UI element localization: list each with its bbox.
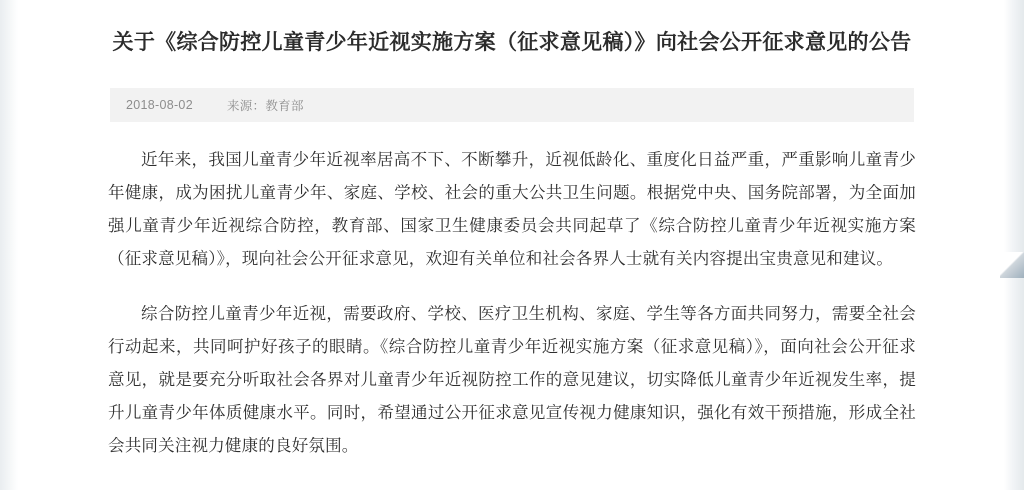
page-title: 关于《综合防控儿童青少年近视实施方案（征求意见稿）》向社会公开征求意见的公告 [112,31,912,54]
article-source: 来源：教育部 [226,99,304,113]
publish-date: 2018-08-02 [126,98,193,112]
article-body [108,122,916,463]
article-meta-bar [110,88,914,122]
article-paragraph: 近年来，我国儿童青少年近视率居高不下、不断攀升，近视低龄化、重度化日益严重，严重影响儿童青少年健康，成为困扰儿童青少年、家庭、学校、社会的重大公共卫生问题。根据党中央、国务院部署，为全面加强儿童青少年近视综合防控，教育部、国家卫生健康委员会共同起草了《综合防控儿童青少年近视实施方案（征求意见稿）》，现向社会公开征求意见，欢迎有关单位和社会各界人士就有关内容提出宝贵意见和建议。 [108,151,916,268]
article-paragraph: 综合防控儿童青少年近视，需要政府、学校、医疗卫生机构、家庭、学生等各方面共同努力，需要全社会行动起来，共同呵护好孩子的眼睛。《综合防控儿童青少年近视实施方案（征求意见稿）》，面向社会公开征求意见，就是要充分听取社会各界对儿童青少年近视防控工作的意见建议，切实降低儿童青少年近视发生率，提升儿童青少年体质健康水平。同时，希望通过公开征求意见宣传视力健康知识，强化有效干预措施，形成全社会共同关注视力健康的良好氛围。 [108,305,916,455]
